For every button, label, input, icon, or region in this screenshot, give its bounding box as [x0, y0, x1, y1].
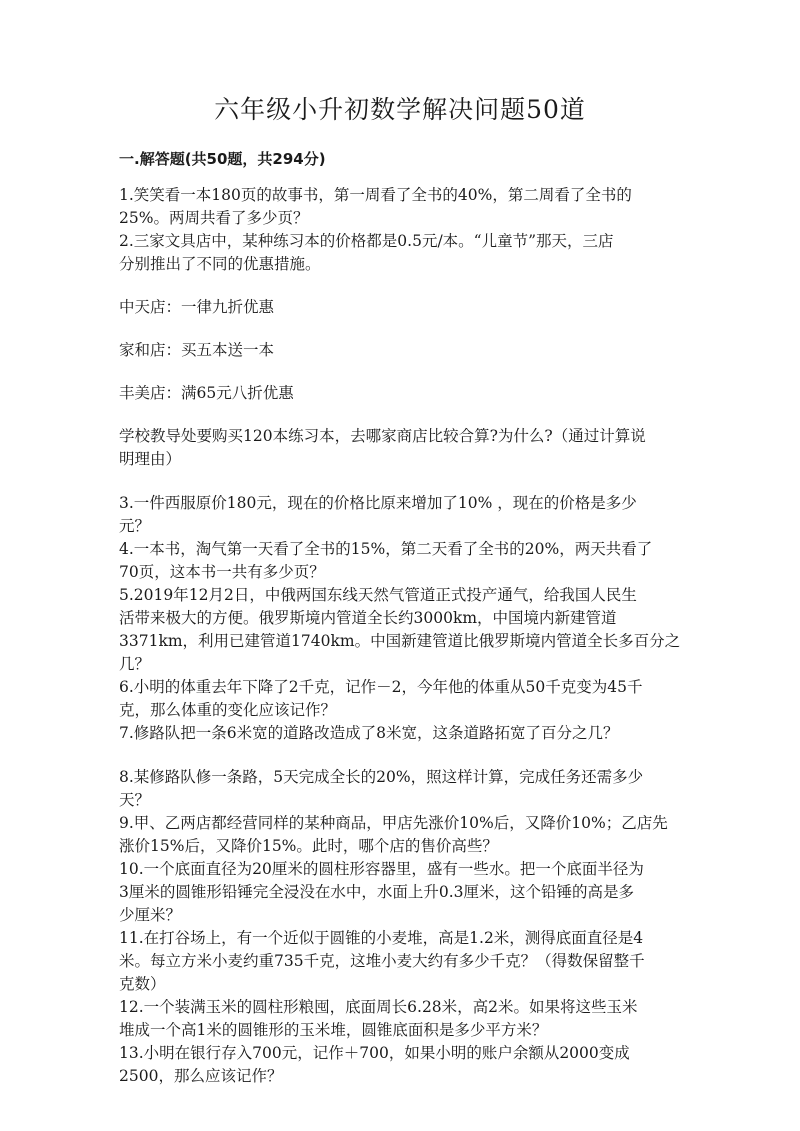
text-line: 11.在打谷场上，有一个近似于圆锥的小麦堆，高是1.2米，测得底面直径是4	[119, 929, 644, 947]
store-offer-jiahe	[119, 339, 684, 362]
text-line: 米。每立方米小麦约重735千克，这堆小麦大约有多少千克？（得数保留整千	[119, 952, 645, 970]
question-4	[119, 538, 684, 584]
text-line: 家和店：买五本送一本	[119, 341, 275, 359]
question-2	[119, 230, 684, 276]
text-line: 10.一个底面直径为20厘米的圆柱形容器里，盛有一些水。把一个底面半径为	[119, 860, 644, 878]
document-body	[119, 184, 684, 1088]
text-line: 明理由）	[119, 450, 182, 468]
text-line: 2500，那么应该记作？	[119, 1067, 283, 1085]
question-10	[119, 858, 684, 927]
text-line: 9.甲、乙两店都经营同样的某种商品，甲店先涨价10%后，又降价10%；乙店先	[119, 814, 668, 832]
text-line: 25%。两周共看了多少页？	[119, 209, 309, 227]
text-line: 元？	[119, 517, 151, 535]
text-line: 活带来极大的方便。俄罗斯境内管道全长约3000km，中国境内新建管道	[119, 609, 617, 627]
text-line: 克，那么体重的变化应该记作？	[119, 701, 337, 719]
question-1	[119, 184, 684, 230]
text-line: 3.一件西服原价180元，现在的价格比原来增加了10% ，现在的价格是多少	[119, 494, 637, 512]
question-13	[119, 1042, 684, 1088]
text-line: 3371km，利用已建管道1740km。中国新建管道比俄罗斯境内管道全长多百分之	[119, 632, 681, 650]
question-2-prompt	[119, 425, 684, 471]
question-7	[119, 722, 684, 745]
text-line: 70页，这本书一共有多少页？	[119, 563, 325, 581]
text-line: 天？	[119, 791, 151, 809]
text-line: 2.三家文具店中，某种练习本的价格都是0.5元/本。“儿童节”那天，三店	[119, 232, 614, 250]
question-12	[119, 996, 684, 1042]
section-heading: 一.解答题(共50题，共294分)	[119, 150, 326, 168]
question-3	[119, 492, 684, 538]
text-line: 8.某修路队修一条路，5天完成全长的20%，照这样计算，完成任务还需多少	[119, 768, 644, 786]
document-title: 六年级小升初数学解决问题50道	[214, 95, 586, 124]
store-offer-zhongtian	[119, 296, 684, 319]
text-line: 3厘米的圆锥形铅锤完全浸没在水中，水面上升0.3厘米，这个铅锤的高是多	[119, 883, 635, 901]
text-line: 7.修路队把一条6米宽的道路改造成了8米宽，这条道路拓宽了百分之几？	[119, 724, 619, 742]
question-8	[119, 766, 684, 812]
text-line: 堆成一个高1米的圆锥形的玉米堆，圆锥底面积是多少平方米？	[119, 1021, 548, 1039]
text-line: 4.一本书，淘气第一天看了全书的15%，第二天看了全书的20%，两天共看了	[119, 540, 653, 558]
text-line: 克数）	[119, 975, 166, 993]
question-11	[119, 927, 684, 996]
text-line: 少厘米？	[119, 906, 182, 924]
question-6	[119, 676, 684, 722]
text-line: 13.小明在银行存入700元，记作＋700，如果小明的账户余额从2000变成	[119, 1044, 630, 1062]
text-line: 中天店：一律九折优惠	[119, 298, 275, 316]
store-offer-fengmei	[119, 382, 684, 405]
text-line: 几？	[119, 655, 151, 673]
question-9	[119, 812, 684, 858]
text-line: 12.一个装满玉米的圆柱形粮囤，底面周长6.28米，高2米。如果将这些玉米	[119, 998, 638, 1016]
text-line: 学校教导处要购买120本练习本，去哪家商店比较合算?为什么?（通过计算说	[119, 427, 646, 445]
text-line: 1.笑笑看一本180页的故事书，第一周看了全书的40%，第二周看了全书的	[119, 186, 632, 204]
text-line: 5.2019年12月2日，中俄两国东线天然气管道正式投产通气，给我国人民生	[119, 586, 637, 604]
text-line: 丰美店：满65元八折优惠	[119, 384, 294, 402]
question-5	[119, 584, 684, 676]
text-line: 6.小明的体重去年下降了2千克，记作－2，今年他的体重从50千克变为45千	[119, 678, 643, 696]
text-line: 涨价15%后，又降价15%。此时，哪个店的售价高些？	[119, 837, 498, 855]
text-line: 分别推出了不同的优惠措施。	[119, 255, 321, 273]
